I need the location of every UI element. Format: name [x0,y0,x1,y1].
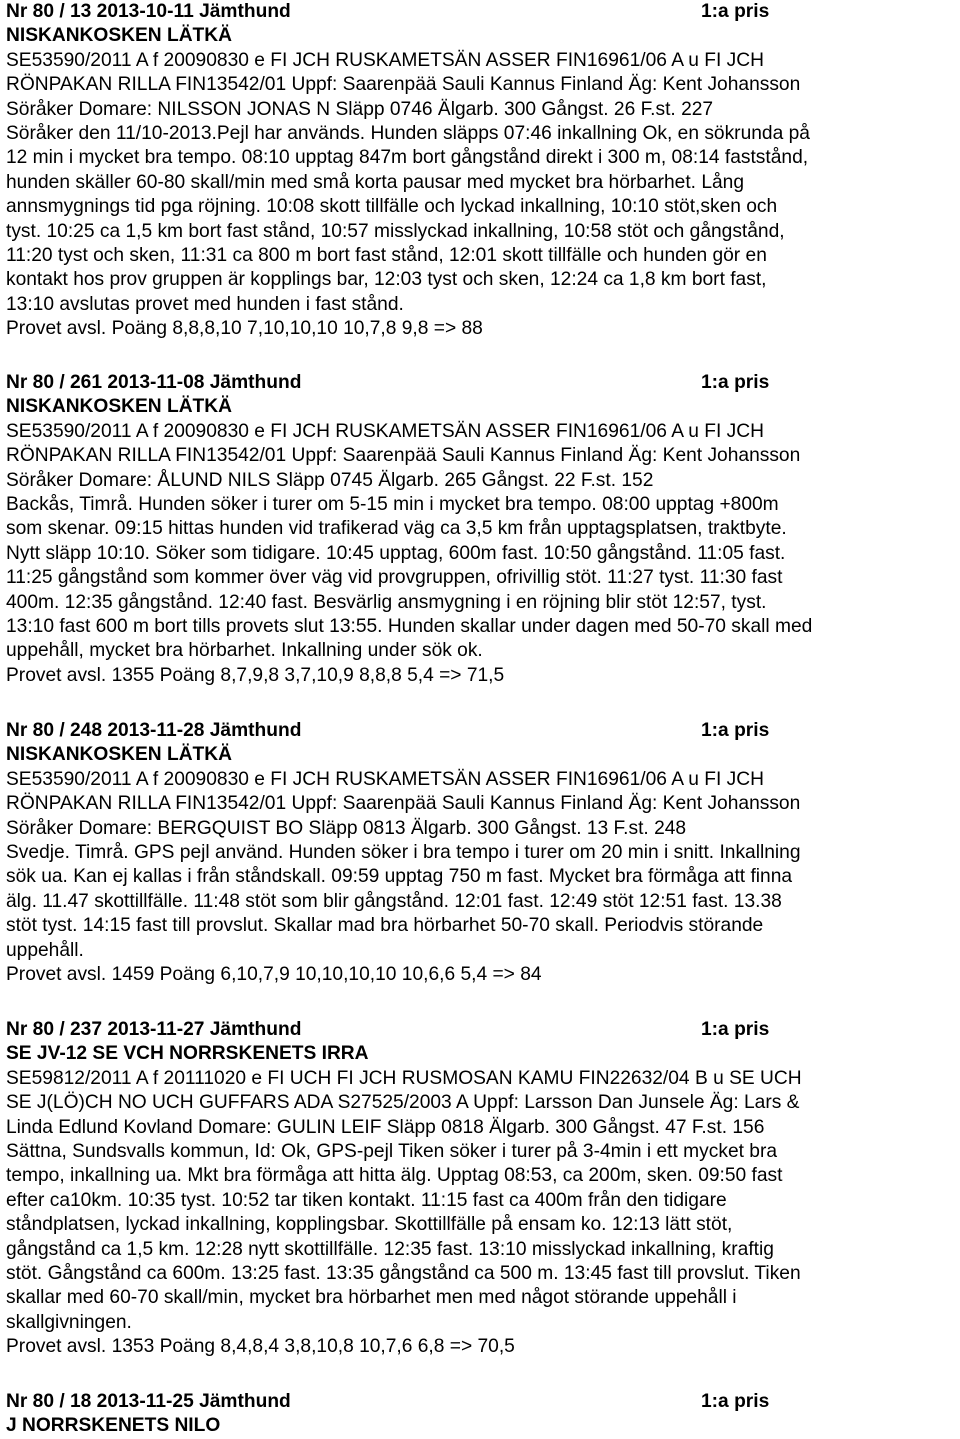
entry-line: sök ua. Kan ej kallas i från ståndskall. 09:59 upptag 750 m fast. Mycket bra förmåga att finna [6,866,793,888]
entry-title: Nr 80 / 18 2013-11-25 Jämthund [6,1391,291,1412]
entry-title: Nr 80 / 261 2013-11-08 Jämthund [6,372,302,393]
prize-label: 1:a pris [701,372,770,393]
entry-body [6,768,954,963]
entry-line: Söråker den 11/10-2013.Pejl har används. Hunden släpps 07:46 inkallning Ok, en sökrunda på [6,123,810,145]
entry-line: tyst. 10:25 ca 1,5 km bort fast stånd, 10:57 misslyckad inkallning, 10:58 stöt och gångstånd, [6,220,785,242]
dog-name: J NORRSKENETS NILO [6,1415,221,1437]
entry-line: Söråker Domare: BERGQUIST BO Släpp 0813 Älgarb. 300 Gångst. 13 F.st. 248 [6,817,687,839]
entry-line: RÖNPAKAN RILLA FIN13542/01 Uppf: Saarenpää Sauli Kannus Finland Äg: Kent Johansson [6,74,801,96]
entry-line: efter ca10km. 10:35 tyst. 10:52 tar tiken kontakt. 11:15 fast ca 400m från den tidigare [6,1189,727,1211]
entry-header [6,1390,954,1414]
entry-line: stöt. Gångstånd ca 600m. 13:25 fast. 13:35 gångstånd ca 500 m. 13:45 fast till provslut. Tiken [6,1263,801,1285]
entry-line: 13:10 fast 600 m bort tills provets slut 13:55. Hunden skallar under dagen med 50-70 skall med [6,616,813,638]
entry-line: älg. 11.47 skottillfälle. 11:48 stöt som blir gångstånd. 12:01 fast. 12:49 stöt 12:51 fast. 13.38 [6,890,782,912]
entry-line: 13:10 avslutas provet med hunden i fast stånd. [6,293,404,315]
entry-line: 11:20 tyst och sken, 11:31 ca 800 m bort fast stånd, 12:01 skott tillfälle och hunden gör en [6,245,767,267]
trial-entry [6,719,954,987]
entry-line: uppehåll, mycket bra hörbarhet. Inkallning under sök ok. [6,640,483,662]
entry-title: Nr 80 / 13 2013-10-11 Jämthund [6,1,291,22]
dog-name: NISKANKOSKEN LÄTKÄ [6,396,232,418]
entry-header [6,719,954,743]
entry-line: Sättna, Sundsvalls kommun, Id: Ok, GPS-pejl Tiken söker i turer på 3-4min i ett mycket bra [6,1141,778,1163]
prize-label: 1:a pris [701,1019,770,1040]
entry-line: SE59812/2011 A f 20111020 e FI UCH FI JCH RUSMOSAN KAMU FIN22632/04 B u SE UCH [6,1067,802,1089]
result-line: Provet avsl. Poäng 8,8,8,10 7,10,10,10 10,7,8 9,8 => 88 [6,318,483,340]
result-line: Provet avsl. 1353 Poäng 8,4,8,4 3,8,10,8 10,7,6 6,8 => 70,5 [6,1336,515,1358]
entry-line: kontakt hos prov gruppen är kopplings bar, 12:03 tyst och sken, 12:24 ca 1,8 km bort fast, [6,269,767,291]
entry-line: skallgivningen. [6,1311,132,1333]
entry-line: Nytt släpp 10:10. Söker som tidigare. 10:45 upptag, 600m fast. 10:50 gångstånd. 11:05 fast. [6,542,786,564]
entry-line: skallar med 60-70 skall/min, mycket bra hörbarhet men med något störande uppehåll i [6,1287,737,1309]
dog-name: SE JV-12 SE VCH NORRSKENETS IRRA [6,1043,369,1065]
entry-title: Nr 80 / 248 2013-11-28 Jämthund [6,720,302,741]
result-line: Provet avsl. 1459 Poäng 6,10,7,9 10,10,10,10 10,6,6 5,4 => 84 [6,964,542,986]
prize-label: 1:a pris [701,720,770,741]
entry-line: gångstånd ca 1,5 km. 12:28 nytt skottillfälle. 12:35 fast. 13:10 misslyckad inkallning, kraftig [6,1238,774,1260]
entry-line: hunden skäller 60-80 skall/min med små korta pausar med mycket bra hörbarhet. Lång [6,171,745,193]
entry-line: SE53590/2011 A f 20090830 e FI JCH RUSKAMETSÄN ASSER FIN16961/06 A u FI JCH [6,768,764,790]
entry-line: Svedje. Timrå. GPS pejl använd. Hunden söker i bra tempo i turer om 20 min i snitt. Inkallning [6,842,801,864]
entry-line: annsmygnings tid pga röjning. 10:08 skott tillfälle och lyckad inkallning, 10:10 stöt,sken och [6,196,778,218]
entry-line: ståndplatsen, lyckad inkallning, kopplingsbar. Skottillfälle på ensam ko. 12:13 lätt stöt, [6,1214,733,1236]
entry-line: SE J(LÖ)CH NO UCH GUFFARS ADA S27525/2003 A Uppf: Larsson Dan Junsele Äg: Lars & [6,1092,800,1114]
entry-line: RÖNPAKAN RILLA FIN13542/01 Uppf: Saarenpää Sauli Kannus Finland Äg: Kent Johansson [6,445,801,467]
entry-body [6,1067,954,1335]
entry-line: Söråker Domare: ÅLUND NILS Släpp 0745 Älgarb. 265 Gångst. 22 F.st. 152 [6,469,654,491]
entry-line: som skenar. 09:15 hittas hunden vid trafikerad väg ca 3,5 km från upptagsplatsen, traktbyte. [6,518,787,540]
entry-line: tempo, inkallning ua. Mkt bra förmåga att hitta älg. Upptag 08:53, ca 200m, sken. 09:50 fast [6,1165,783,1187]
entry-line: Söråker Domare: NILSSON JONAS N Släpp 0746 Älgarb. 300 Gångst. 26 F.st. 227 [6,98,714,120]
result-line: Provet avsl. 1355 Poäng 8,7,9,8 3,7,10,9 8,8,8 5,4 => 71,5 [6,664,505,686]
trial-entry [6,1018,954,1360]
entry-body [6,49,954,317]
entry-line: Linda Edlund Kovland Domare: GULIN LEIF Släpp 0818 Älgarb. 300 Gångst. 47 F.st. 156 [6,1116,765,1138]
trial-entry [6,371,954,688]
prize-label: 1:a pris [701,1,770,22]
dog-name: NISKANKOSKEN LÄTKÄ [6,25,232,47]
entry-line: stöt tyst. 14:15 fast till provslut. Skallar mad bra hörbarhet 50-70 skall. Periodvis störande [6,915,764,937]
entry-line: 11:25 gångstånd som kommer över väg vid provgruppen, ofrivillig stöt. 11:27 tyst. 11:30 fast [6,567,783,589]
entry-line: Backås, Timrå. Hunden söker i turer om 5-15 min i mycket bra tempo. 08:00 upptag +800m [6,494,779,516]
dog-name: NISKANKOSKEN LÄTKÄ [6,744,232,766]
entry-header [6,1018,954,1042]
entry-line: uppehåll. [6,939,84,961]
entry-title: Nr 80 / 237 2013-11-27 Jämthund [6,1019,302,1040]
entry-line: SE53590/2011 A f 20090830 e FI JCH RUSKAMETSÄN ASSER FIN16961/06 A u FI JCH [6,420,764,442]
entry-body [6,420,954,664]
prize-label: 1:a pris [701,1391,770,1412]
entry-line: SE53590/2011 A f 20090830 e FI JCH RUSKAMETSÄN ASSER FIN16961/06 A u FI JCH [6,49,764,71]
entry-line: 12 min i mycket bra tempo. 08:10 upptag 847m bort gångstånd direkt i 300 m, 08:14 faststånd, [6,147,809,169]
trial-entry [6,0,954,342]
entry-line: RÖNPAKAN RILLA FIN13542/01 Uppf: Saarenpää Sauli Kannus Finland Äg: Kent Johansson [6,793,801,815]
entry-line: 400m. 12:35 gångstånd. 12:40 fast. Besvärlig ansmygning i en röjning blir stöt 12:57, tyst. [6,591,767,613]
trial-entry [6,1390,954,1439]
entry-header [6,0,954,24]
entry-header [6,371,954,395]
